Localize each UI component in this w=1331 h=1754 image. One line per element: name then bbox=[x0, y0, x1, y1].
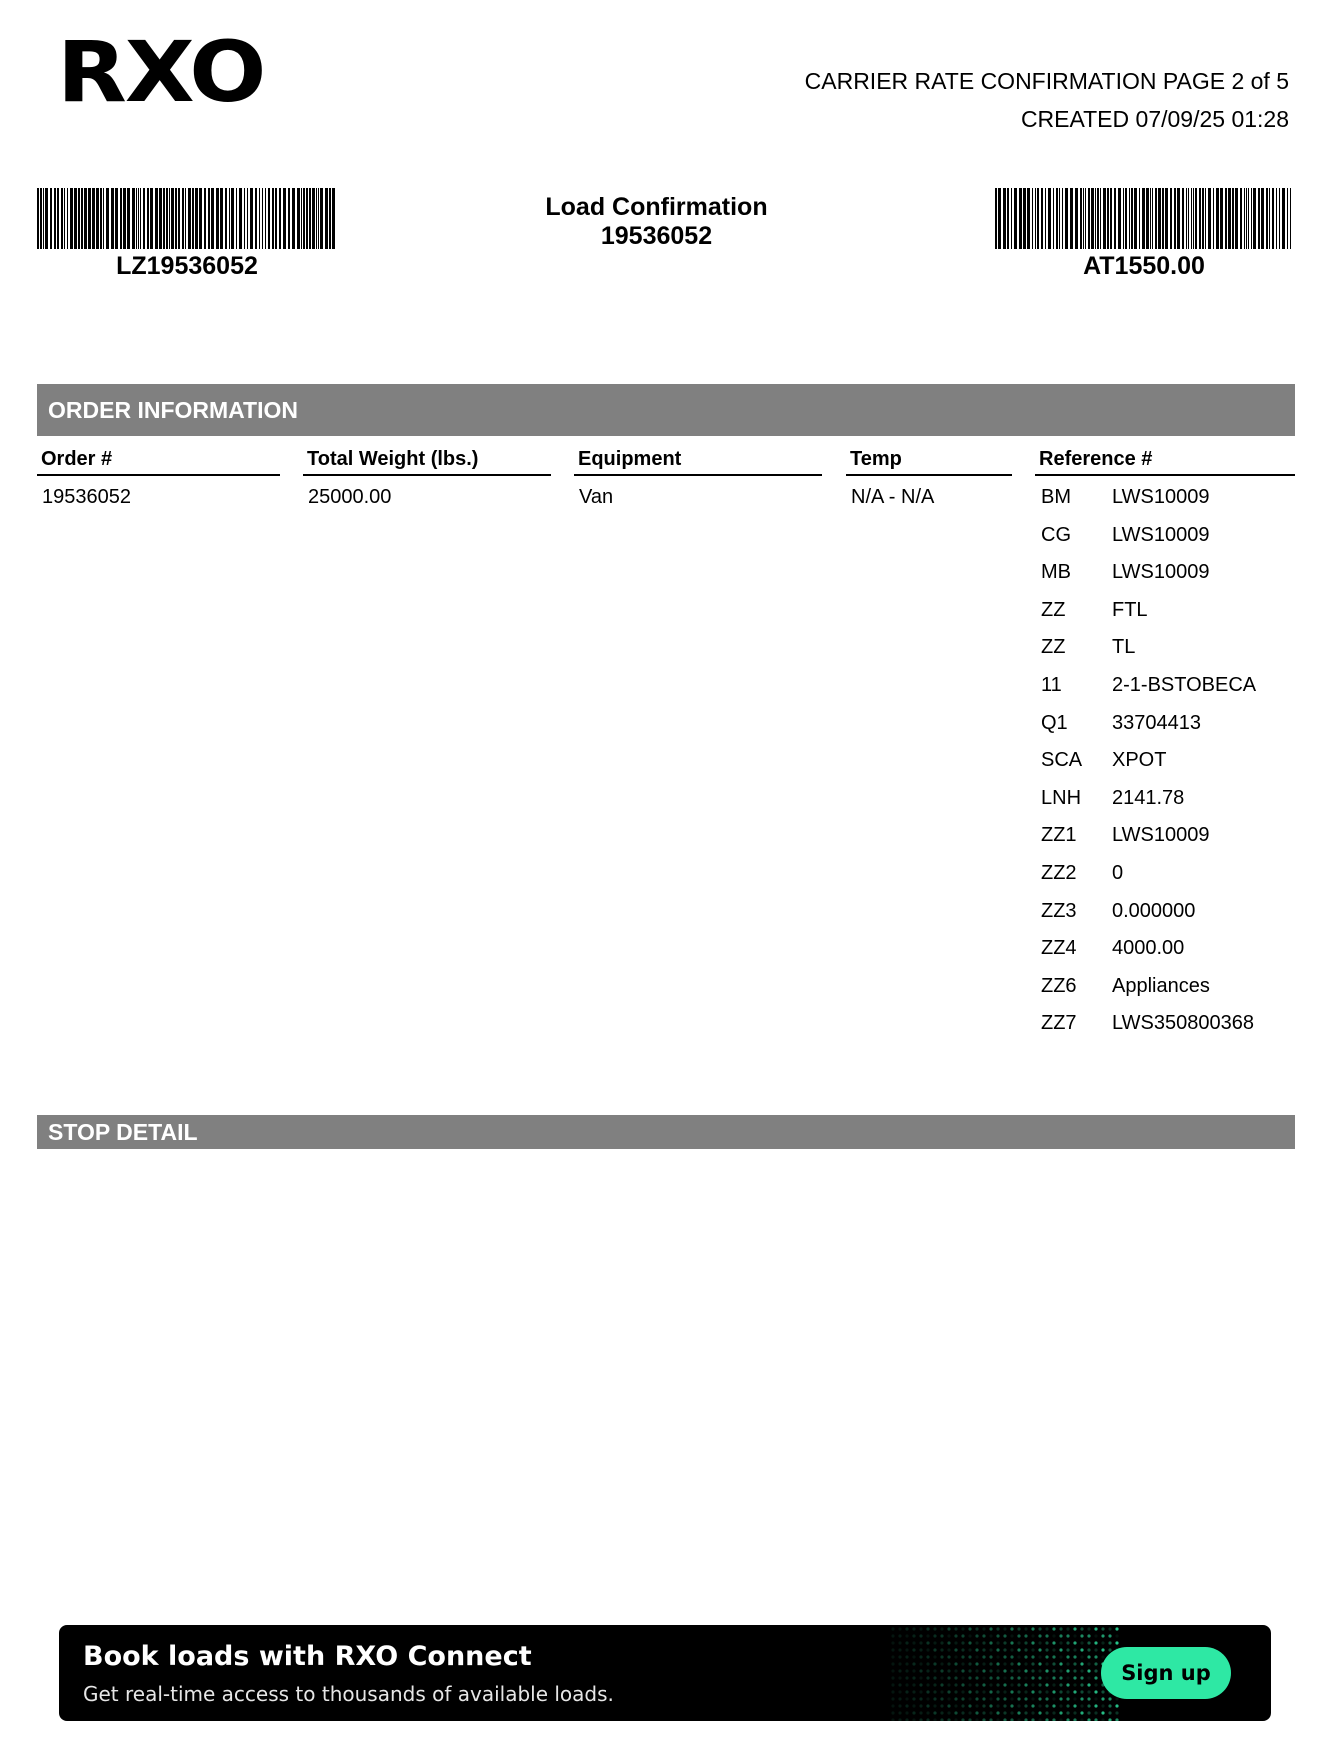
reference-row bbox=[1035, 786, 1292, 824]
reference-value: LWS10009 bbox=[1112, 523, 1210, 546]
reference-code: LNH bbox=[1041, 786, 1082, 809]
reference-row bbox=[1035, 635, 1292, 673]
rxo-connect-banner[interactable] bbox=[59, 1625, 1271, 1721]
banner-title: Book loads with RXO Connect bbox=[83, 1641, 532, 1672]
reference-value: 0.000000 bbox=[1112, 899, 1196, 922]
reference-row bbox=[1035, 974, 1292, 1012]
load-confirmation-title: Load Confirmation bbox=[545, 193, 768, 221]
reference-row bbox=[1035, 560, 1292, 598]
reference-value: LWS10009 bbox=[1112, 561, 1210, 584]
column-order-number: Order # bbox=[37, 448, 280, 476]
load-confirmation bbox=[450, 193, 863, 251]
reference-code: ZZ4 bbox=[1041, 937, 1077, 960]
reference-code: ZZ2 bbox=[1041, 861, 1077, 884]
reference-row bbox=[1035, 523, 1292, 561]
reference-value: LWS10009 bbox=[1112, 486, 1210, 508]
column-reference: Reference # bbox=[1035, 448, 1295, 476]
reference-code: SCA bbox=[1041, 749, 1083, 772]
reference-row bbox=[1035, 936, 1292, 974]
reference-row bbox=[1035, 899, 1292, 937]
reference-code: CG bbox=[1041, 523, 1071, 546]
reference-value: TL bbox=[1112, 636, 1136, 659]
reference-code: ZZ bbox=[1041, 598, 1066, 621]
reference-row bbox=[1035, 598, 1292, 636]
reference-value: XPOT bbox=[1112, 749, 1167, 772]
created-timestamp: CREATED 07/09/25 01:28 bbox=[1020, 106, 1289, 132]
column-equipment: Equipment bbox=[574, 448, 822, 476]
right-barcode-label: AT1550.00 bbox=[1083, 252, 1205, 280]
stop-detail-header: STOP DETAIL bbox=[37, 1115, 1295, 1149]
reference-row bbox=[1035, 673, 1292, 711]
reference-value: 4000.00 bbox=[1112, 937, 1185, 960]
reference-value: Appliances bbox=[1112, 974, 1210, 997]
reference-row bbox=[1035, 711, 1292, 749]
reference-code: ZZ1 bbox=[1041, 824, 1077, 847]
sign-up-button[interactable]: Sign up bbox=[1101, 1647, 1231, 1699]
reference-value: 0 bbox=[1112, 861, 1124, 884]
reference-row bbox=[1035, 1011, 1292, 1049]
left-barcode bbox=[37, 188, 337, 249]
reference-code: 11 bbox=[1041, 673, 1062, 696]
reference-code: MB bbox=[1041, 561, 1071, 584]
temp-value: N/A - N/A bbox=[851, 486, 935, 508]
reference-row bbox=[1035, 823, 1292, 861]
reference-code: ZZ3 bbox=[1041, 899, 1077, 922]
load-confirmation-number: 19536052 bbox=[600, 222, 713, 250]
column-total-weight: Total Weight (lbs.) bbox=[303, 448, 551, 476]
reference-code: Q1 bbox=[1041, 711, 1068, 734]
equipment-value: Van bbox=[579, 486, 614, 508]
reference-code: BM bbox=[1041, 486, 1071, 508]
reference-value: 2141.78 bbox=[1112, 786, 1185, 809]
column-temp: Temp bbox=[846, 448, 1012, 476]
dot-pattern-decoration bbox=[889, 1625, 1119, 1721]
reference-value: FTL bbox=[1112, 598, 1148, 621]
reference-code: ZZ7 bbox=[1041, 1012, 1077, 1035]
left-barcode-label: LZ19536052 bbox=[116, 252, 258, 280]
reference-row bbox=[1035, 861, 1292, 899]
banner-subtitle: Get real-time access to thousands of available loads. bbox=[83, 1682, 614, 1706]
reference-code: ZZ6 bbox=[1041, 974, 1077, 997]
total-weight-value: 25000.00 bbox=[308, 486, 392, 508]
page-title: CARRIER RATE CONFIRMATION PAGE 2 of 5 bbox=[804, 68, 1289, 94]
reference-value: LWS350800368 bbox=[1112, 1012, 1254, 1035]
reference-row bbox=[1035, 485, 1292, 523]
reference-value: 33704413 bbox=[1112, 711, 1201, 734]
reference-value: LWS10009 bbox=[1112, 824, 1210, 847]
order-information-header: ORDER INFORMATION bbox=[37, 384, 1295, 436]
rxo-logo: RXO bbox=[57, 23, 265, 121]
document-header-info bbox=[805, 62, 1289, 138]
order-number-value: 19536052 bbox=[42, 486, 131, 508]
reference-code: ZZ bbox=[1041, 636, 1066, 659]
reference-list bbox=[1035, 485, 1292, 1049]
reference-row bbox=[1035, 748, 1292, 786]
right-barcode bbox=[995, 188, 1293, 249]
reference-value: 2-1-BSTOBECA bbox=[1112, 673, 1257, 696]
